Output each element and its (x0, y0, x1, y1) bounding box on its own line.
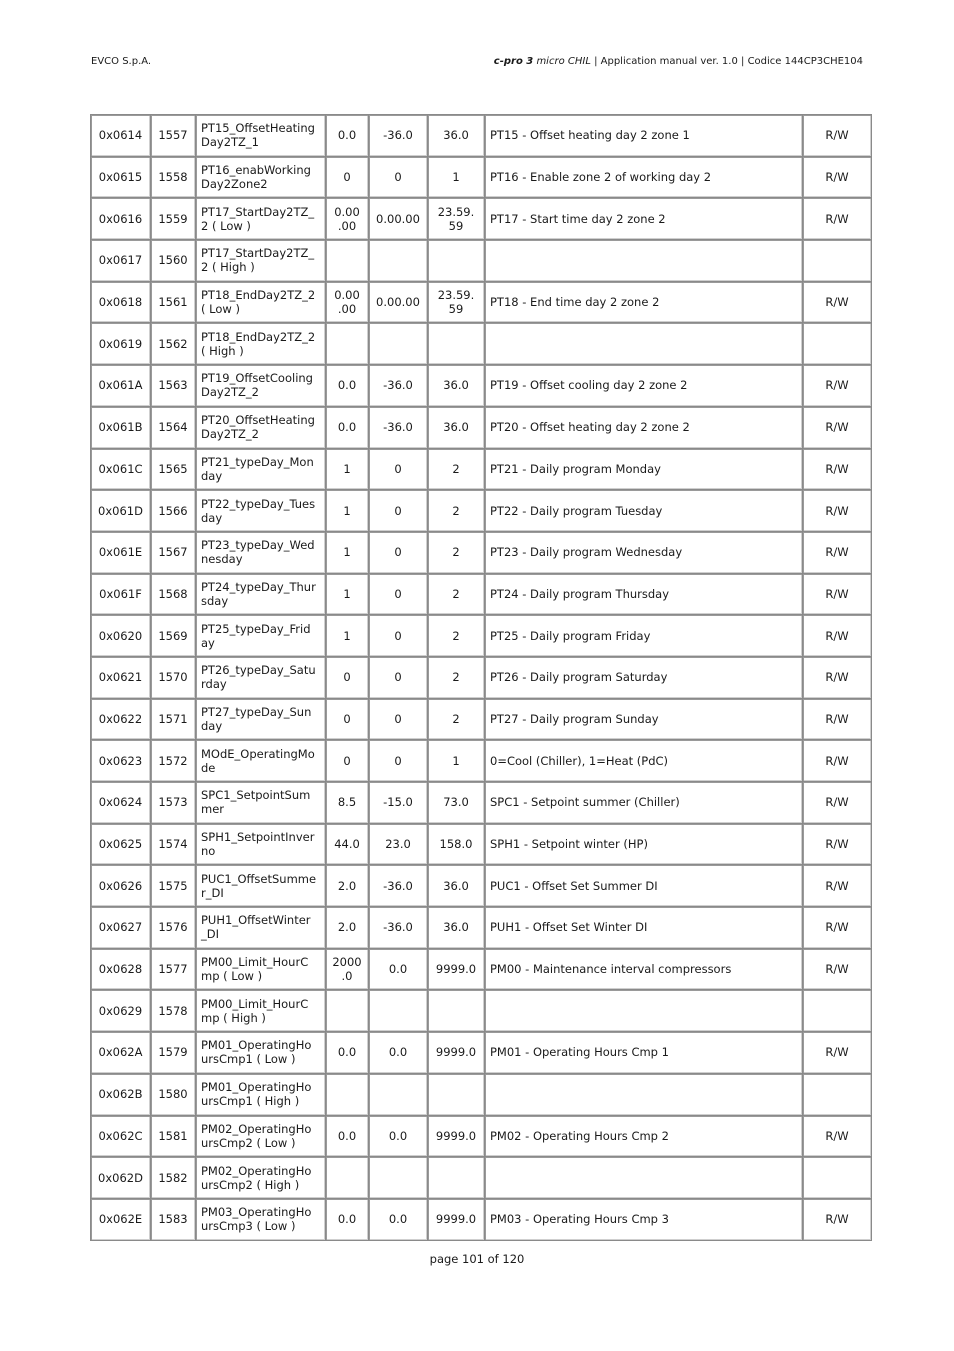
default-cell (326, 240, 369, 282)
max-cell: 36.0 (428, 115, 485, 157)
access-cell: R/W (803, 490, 872, 532)
address-cell: 0x061C (91, 449, 151, 491)
min-cell: 23.0 (369, 824, 428, 866)
header-product-name: c-pro 3 (493, 56, 534, 67)
description-cell: SPC1 - Setpoint summer (Chiller) (485, 782, 803, 824)
table-row (91, 699, 872, 741)
max-cell: 9999.0 (428, 1116, 485, 1158)
default-cell: 0.00 .00 (326, 198, 369, 240)
table-row (91, 865, 872, 907)
register-cell: 1558 (151, 157, 196, 199)
address-cell: 0x062D (91, 1157, 151, 1199)
access-cell: R/W (803, 1116, 872, 1158)
access-cell (803, 323, 872, 365)
access-cell: R/W (803, 699, 872, 741)
description-cell (485, 323, 803, 365)
parameter-table (90, 114, 872, 1241)
max-cell: 2 (428, 449, 485, 491)
min-cell: 0.0 (369, 1199, 428, 1241)
register-cell: 1574 (151, 824, 196, 866)
parameter-name-cell: PM00_Limit_HourC mp ( High ) (196, 990, 326, 1032)
table-row (91, 157, 872, 199)
register-cell: 1571 (151, 699, 196, 741)
default-cell: 0.0 (326, 365, 369, 407)
table-row (91, 532, 872, 574)
access-cell: R/W (803, 615, 872, 657)
description-cell: PUC1 - Offset Set Summer DI (485, 865, 803, 907)
min-cell: 0 (369, 657, 428, 699)
parameter-name-cell: PT18_EndDay2TZ_2 ( High ) (196, 323, 326, 365)
register-cell: 1572 (151, 740, 196, 782)
description-cell: PT18 - End time day 2 zone 2 (485, 282, 803, 324)
parameter-name-cell: PT15_OffsetHeating Day2TZ_1 (196, 115, 326, 157)
parameter-name-cell: PT19_OffsetCooling Day2TZ_2 (196, 365, 326, 407)
min-cell: 0 (369, 157, 428, 199)
default-cell: 0 (326, 657, 369, 699)
access-cell: R/W (803, 865, 872, 907)
register-cell: 1581 (151, 1116, 196, 1158)
access-cell: R/W (803, 532, 872, 574)
register-cell: 1576 (151, 907, 196, 949)
page-number: page 101 of 120 (429, 1252, 525, 1266)
description-cell: PT21 - Daily program Monday (485, 449, 803, 491)
access-cell: R/W (803, 115, 872, 157)
table-row (91, 1032, 872, 1074)
max-cell: 36.0 (428, 865, 485, 907)
parameter-name-cell: PM01_OperatingHo ursCmp1 ( Low ) (196, 1032, 326, 1074)
max-cell: 9999.0 (428, 949, 485, 991)
table-body (91, 115, 872, 1241)
default-cell: 44.0 (326, 824, 369, 866)
parameter-name-cell: PT21_typeDay_Mon day (196, 449, 326, 491)
table-row (91, 949, 872, 991)
min-cell: 0 (369, 574, 428, 616)
min-cell: -36.0 (369, 365, 428, 407)
parameter-name-cell: PT22_typeDay_Tues day (196, 490, 326, 532)
table-row (91, 449, 872, 491)
access-cell: R/W (803, 574, 872, 616)
max-cell: 9999.0 (428, 1199, 485, 1241)
description-cell: PT16 - Enable zone 2 of working day 2 (485, 157, 803, 199)
default-cell: 1 (326, 574, 369, 616)
register-cell: 1563 (151, 365, 196, 407)
access-cell: R/W (803, 365, 872, 407)
default-cell: 8.5 (326, 782, 369, 824)
parameter-name-cell: PT18_EndDay2TZ_2 ( Low ) (196, 282, 326, 324)
address-cell: 0x0624 (91, 782, 151, 824)
max-cell: 23.59. 59 (428, 198, 485, 240)
address-cell: 0x0629 (91, 990, 151, 1032)
address-cell: 0x0623 (91, 740, 151, 782)
default-cell: 0 (326, 699, 369, 741)
parameter-name-cell: PUH1_OffsetWinter _DI (196, 907, 326, 949)
register-cell: 1557 (151, 115, 196, 157)
address-cell: 0x0622 (91, 699, 151, 741)
min-cell: -15.0 (369, 782, 428, 824)
max-cell: 2 (428, 699, 485, 741)
access-cell: R/W (803, 824, 872, 866)
min-cell: -36.0 (369, 407, 428, 449)
default-cell: 0.0 (326, 1116, 369, 1158)
address-cell: 0x062E (91, 1199, 151, 1241)
table-row (91, 824, 872, 866)
min-cell: 0 (369, 699, 428, 741)
table-row (91, 365, 872, 407)
table-row (91, 907, 872, 949)
default-cell: 0.0 (326, 407, 369, 449)
register-cell: 1564 (151, 407, 196, 449)
access-cell: R/W (803, 198, 872, 240)
description-cell: PM02 - Operating Hours Cmp 2 (485, 1116, 803, 1158)
address-cell: 0x0626 (91, 865, 151, 907)
register-cell: 1573 (151, 782, 196, 824)
min-cell: -36.0 (369, 865, 428, 907)
max-cell (428, 1157, 485, 1199)
default-cell: 1 (326, 532, 369, 574)
table-row (91, 1199, 872, 1241)
table-row (91, 740, 872, 782)
access-cell: R/W (803, 282, 872, 324)
table-row (91, 490, 872, 532)
description-cell: PT25 - Daily program Friday (485, 615, 803, 657)
max-cell: 2 (428, 657, 485, 699)
parameter-name-cell: PT25_typeDay_Frid ay (196, 615, 326, 657)
min-cell (369, 323, 428, 365)
register-cell: 1567 (151, 532, 196, 574)
description-cell: PT26 - Daily program Saturday (485, 657, 803, 699)
default-cell: 0 (326, 157, 369, 199)
address-cell: 0x061F (91, 574, 151, 616)
min-cell: 0.0 (369, 1032, 428, 1074)
max-cell: 158.0 (428, 824, 485, 866)
header-company: EVCO S.p.A. (91, 56, 152, 67)
parameter-name-cell: PM00_Limit_HourC mp ( Low ) (196, 949, 326, 991)
description-cell (485, 1157, 803, 1199)
address-cell: 0x0615 (91, 157, 151, 199)
description-cell (485, 990, 803, 1032)
access-cell (803, 990, 872, 1032)
description-cell (485, 240, 803, 282)
min-cell: 0 (369, 490, 428, 532)
description-cell: PT24 - Daily program Thursday (485, 574, 803, 616)
description-cell: PT17 - Start time day 2 zone 2 (485, 198, 803, 240)
parameter-name-cell: PT16_enabWorking Day2Zone2 (196, 157, 326, 199)
register-cell: 1560 (151, 240, 196, 282)
parameter-name-cell: PT26_typeDay_Satu rday (196, 657, 326, 699)
max-cell: 73.0 (428, 782, 485, 824)
address-cell: 0x0617 (91, 240, 151, 282)
parameter-name-cell: PM02_OperatingHo ursCmp2 ( High ) (196, 1157, 326, 1199)
default-cell: 2.0 (326, 907, 369, 949)
parameter-name-cell: MOdE_OperatingMo de (196, 740, 326, 782)
address-cell: 0x062A (91, 1032, 151, 1074)
min-cell: 0.00.00 (369, 198, 428, 240)
table-row (91, 198, 872, 240)
access-cell: R/W (803, 782, 872, 824)
register-cell: 1562 (151, 323, 196, 365)
address-cell: 0x062B (91, 1074, 151, 1116)
max-cell (428, 240, 485, 282)
description-cell: PT22 - Daily program Tuesday (485, 490, 803, 532)
address-cell: 0x0614 (91, 115, 151, 157)
max-cell: 23.59. 59 (428, 282, 485, 324)
register-cell: 1568 (151, 574, 196, 616)
min-cell (369, 1074, 428, 1116)
register-cell: 1577 (151, 949, 196, 991)
access-cell: R/W (803, 449, 872, 491)
min-cell (369, 990, 428, 1032)
min-cell: 0.0 (369, 949, 428, 991)
table-row (91, 615, 872, 657)
max-cell (428, 1074, 485, 1116)
description-cell: PM01 - Operating Hours Cmp 1 (485, 1032, 803, 1074)
access-cell: R/W (803, 740, 872, 782)
max-cell (428, 990, 485, 1032)
access-cell: R/W (803, 407, 872, 449)
access-cell (803, 1074, 872, 1116)
default-cell: 2000 .0 (326, 949, 369, 991)
max-cell: 2 (428, 490, 485, 532)
address-cell: 0x0619 (91, 323, 151, 365)
table-row (91, 574, 872, 616)
register-cell: 1582 (151, 1157, 196, 1199)
access-cell: R/W (803, 907, 872, 949)
parameter-name-cell: PM02_OperatingHo ursCmp2 ( Low ) (196, 1116, 326, 1158)
access-cell (803, 1157, 872, 1199)
default-cell: 0 (326, 740, 369, 782)
register-cell: 1561 (151, 282, 196, 324)
min-cell (369, 1157, 428, 1199)
parameter-name-cell: SPH1_SetpointInver no (196, 824, 326, 866)
table-row (91, 657, 872, 699)
description-cell: PT27 - Daily program Sunday (485, 699, 803, 741)
table-row (91, 240, 872, 282)
address-cell: 0x061D (91, 490, 151, 532)
access-cell: R/W (803, 1032, 872, 1074)
table-row (91, 282, 872, 324)
min-cell: 0 (369, 615, 428, 657)
max-cell: 9999.0 (428, 1032, 485, 1074)
table-row (91, 115, 872, 157)
default-cell: 1 (326, 615, 369, 657)
parameter-name-cell: PM01_OperatingHo ursCmp1 ( High ) (196, 1074, 326, 1116)
max-cell: 2 (428, 532, 485, 574)
access-cell (803, 240, 872, 282)
description-cell: PUH1 - Offset Set Winter DI (485, 907, 803, 949)
parameter-name-cell: SPC1_SetpointSum mer (196, 782, 326, 824)
max-cell: 36.0 (428, 907, 485, 949)
register-cell: 1580 (151, 1074, 196, 1116)
default-cell: 2.0 (326, 865, 369, 907)
max-cell: 2 (428, 615, 485, 657)
address-cell: 0x0621 (91, 657, 151, 699)
address-cell: 0x0625 (91, 824, 151, 866)
table-row (91, 782, 872, 824)
description-cell: PM03 - Operating Hours Cmp 3 (485, 1199, 803, 1241)
parameter-name-cell: PT17_StartDay2TZ_ 2 ( High ) (196, 240, 326, 282)
default-cell: 1 (326, 490, 369, 532)
default-cell: 0.0 (326, 1199, 369, 1241)
parameter-name-cell: PT20_OffsetHeating Day2TZ_2 (196, 407, 326, 449)
register-cell: 1579 (151, 1032, 196, 1074)
min-cell (369, 240, 428, 282)
address-cell: 0x061A (91, 365, 151, 407)
parameter-name-cell: PT24_typeDay_Thur sday (196, 574, 326, 616)
register-cell: 1566 (151, 490, 196, 532)
default-cell (326, 323, 369, 365)
description-cell: 0=Cool (Chiller), 1=Heat (PdC) (485, 740, 803, 782)
address-cell: 0x0628 (91, 949, 151, 991)
table-row (91, 1157, 872, 1199)
register-cell: 1578 (151, 990, 196, 1032)
default-cell: 1 (326, 449, 369, 491)
max-cell: 36.0 (428, 407, 485, 449)
max-cell (428, 323, 485, 365)
address-cell: 0x062C (91, 1116, 151, 1158)
parameter-name-cell: PT17_StartDay2TZ_ 2 ( Low ) (196, 198, 326, 240)
description-cell: SPH1 - Setpoint winter (HP) (485, 824, 803, 866)
min-cell: 0.0 (369, 1116, 428, 1158)
address-cell: 0x0620 (91, 615, 151, 657)
table-row (91, 407, 872, 449)
table-row (91, 1116, 872, 1158)
register-cell: 1575 (151, 865, 196, 907)
default-cell (326, 1157, 369, 1199)
address-cell: 0x0616 (91, 198, 151, 240)
min-cell: 0 (369, 740, 428, 782)
access-cell: R/W (803, 949, 872, 991)
max-cell: 1 (428, 157, 485, 199)
access-cell: R/W (803, 1199, 872, 1241)
default-cell: 0.0 (326, 115, 369, 157)
max-cell: 2 (428, 574, 485, 616)
access-cell: R/W (803, 657, 872, 699)
description-cell (485, 1074, 803, 1116)
header-product-variant: micro CHIL (533, 56, 591, 67)
max-cell: 1 (428, 740, 485, 782)
min-cell: -36.0 (369, 115, 428, 157)
register-cell: 1570 (151, 657, 196, 699)
register-cell: 1559 (151, 198, 196, 240)
description-cell: PM00 - Maintenance interval compressors (485, 949, 803, 991)
access-cell: R/W (803, 157, 872, 199)
min-cell: -36.0 (369, 907, 428, 949)
address-cell: 0x0627 (91, 907, 151, 949)
table-row (91, 990, 872, 1032)
parameter-name-cell: PT23_typeDay_Wed nesday (196, 532, 326, 574)
address-cell: 0x061B (91, 407, 151, 449)
header-document-info (494, 56, 863, 67)
address-cell: 0x0618 (91, 282, 151, 324)
register-cell: 1569 (151, 615, 196, 657)
description-cell: PT15 - Offset heating day 2 zone 1 (485, 115, 803, 157)
default-cell (326, 990, 369, 1032)
description-cell: PT19 - Offset cooling day 2 zone 2 (485, 365, 803, 407)
default-cell: 0.00 .00 (326, 282, 369, 324)
parameter-name-cell: PT27_typeDay_Sun day (196, 699, 326, 741)
address-cell: 0x061E (91, 532, 151, 574)
register-cell: 1583 (151, 1199, 196, 1241)
header-manual-info: | Application manual ver. 1.0 | Codice 144CP3CHE104 (590, 56, 863, 67)
min-cell: 0 (369, 449, 428, 491)
default-cell: 0.0 (326, 1032, 369, 1074)
description-cell: PT20 - Offset heating day 2 zone 2 (485, 407, 803, 449)
default-cell (326, 1074, 369, 1116)
parameter-name-cell: PUC1_OffsetSumme r_DI (196, 865, 326, 907)
min-cell: 0 (369, 532, 428, 574)
table-row (91, 1074, 872, 1116)
description-cell: PT23 - Daily program Wednesday (485, 532, 803, 574)
register-cell: 1565 (151, 449, 196, 491)
parameter-name-cell: PM03_OperatingHo ursCmp3 ( Low ) (196, 1199, 326, 1241)
min-cell: 0.00.00 (369, 282, 428, 324)
max-cell: 36.0 (428, 365, 485, 407)
table-row (91, 323, 872, 365)
